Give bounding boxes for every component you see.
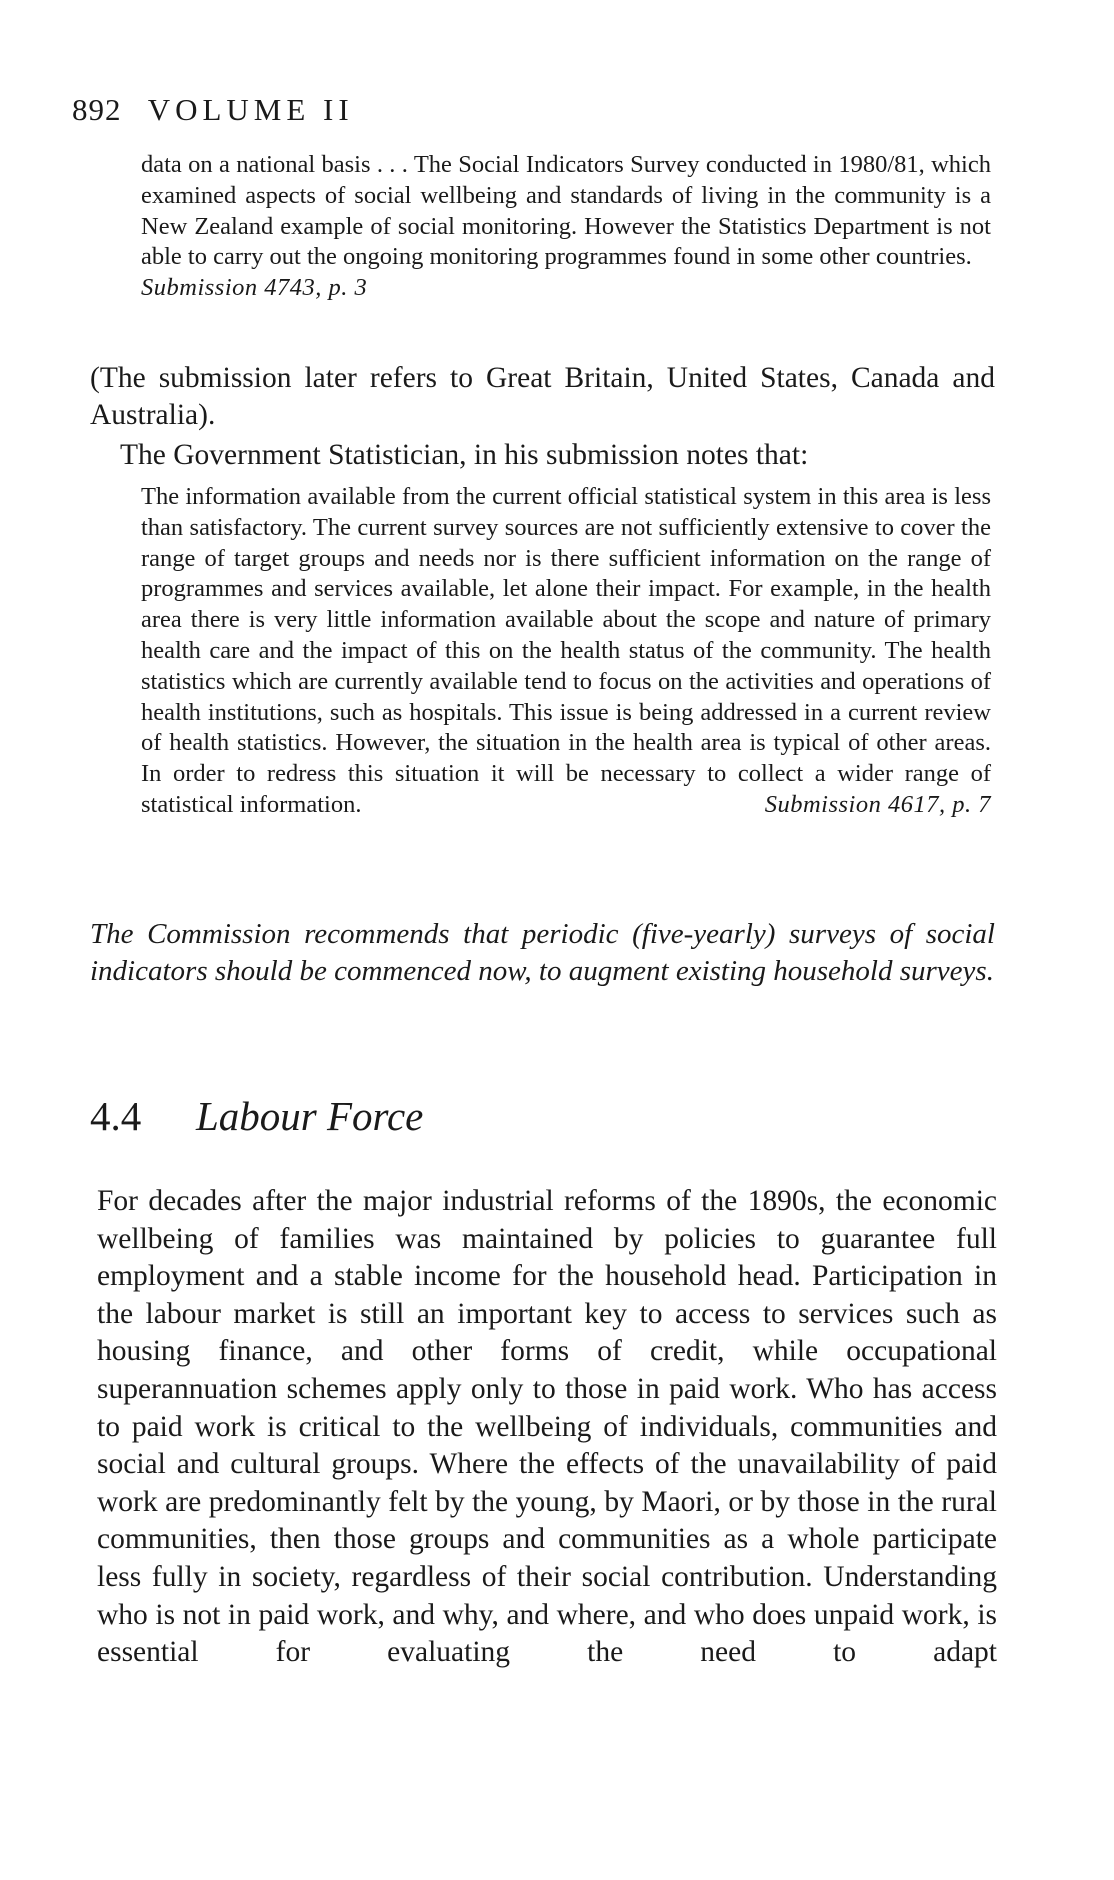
commission-recommendation: The Commission recommends that periodic (five-yearly) surveys of social indicators should be commenced now, to augment existing household surveys. [90, 918, 995, 987]
volume-label: VOLUME II [147, 92, 354, 127]
block-quote-submission-4617 [141, 482, 991, 821]
paragraph-labour-force: For decades after the major industrial reforms of the 1890s, the economic wellbeing of families was maintained by policies to guarantee full employment and a stable income for the household head. Participation in the labour market is still an important key to access to services such as housing finance, and other forms of credit, while occupational superannuation schemes apply only to those in paid work. Who has access to paid work is critical to the wellbeing of individuals, communities and social and cultural groups. Where the effects of the unavailability of paid work are predominantly felt by the young, by Maori, or by those in the rural communities, then those groups and communities as a whole participate less fully in society, regardless of their social contribution. Understanding who is not in paid work, and why, and where, and who does unpaid work, is essential for evaluating the need to adapt [97, 1185, 997, 1669]
section-title: Labour Force [196, 1093, 424, 1139]
paragraph-submission-note: (The submission later refers to Great Britain, United States, Canada and Australia). [90, 362, 995, 431]
quote-citation: Submission 4617, p. 7 [764, 790, 991, 818]
section-number: 4.4 [90, 1093, 142, 1139]
paragraph-government-statistician: The Government Statistician, in his submission notes that: [120, 439, 809, 471]
running-head [72, 92, 354, 128]
page-number: 892 [72, 92, 122, 127]
section-heading [90, 1092, 423, 1140]
quote-citation: Submission 4743, p. 3 [141, 274, 368, 302]
quote-text: data on a national basis . . . The Social Indicators Survey conducted in 1980/81, which examined aspects of social wellbeing and standards of living in the community is a New Zealand example of social monitoring. However the Statistics Department is not able to carry out the ongoing monitoring programmes found in some other countries. [141, 151, 991, 271]
quote-text: The information available from the current official statistical system in this area is less than satisfactory. The current survey sources are not sufficiently extensive to cover the range of target groups and needs nor is there sufficient information on the range of programmes and services available, let alone their impact. For example, in the health area there is very little information available about the scope and nature of primary health care and the impact of this on the health status of the community. The health statistics which are currently available tend to focus on the activities and operations of health institutions, such as hospitals. This issue is being addressed in a current review of health statistics. However, the situation in the health area is typical of other areas. In order to redress this situation it will be necessary to collect a wider range of statistical information. [141, 483, 991, 818]
block-quote-submission-4743 [141, 150, 991, 304]
